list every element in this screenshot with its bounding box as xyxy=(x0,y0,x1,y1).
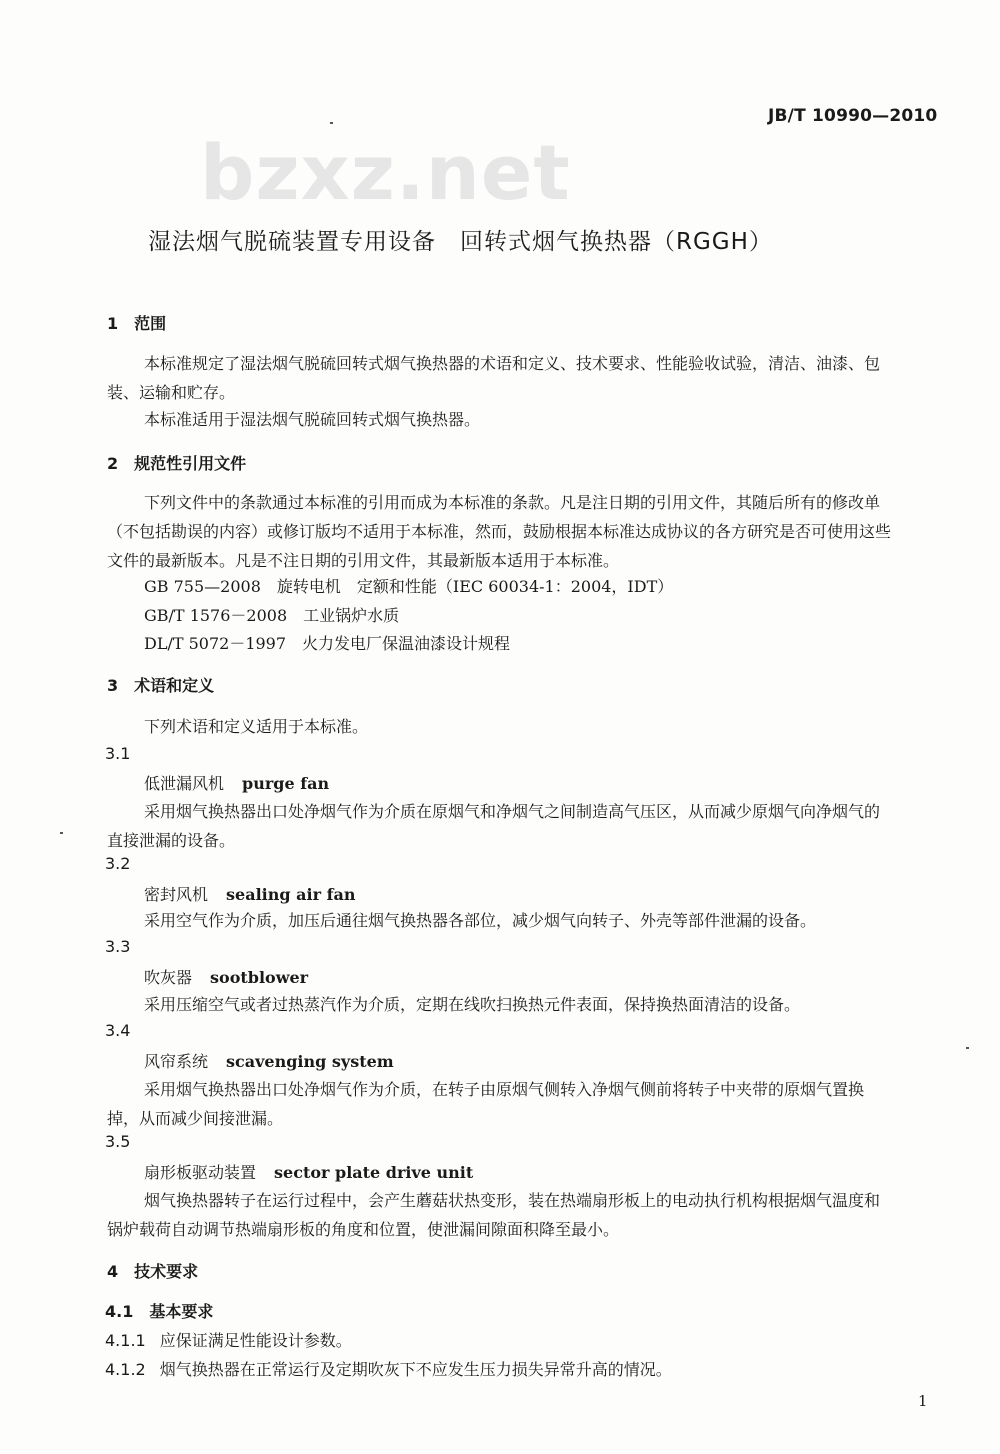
reference-code: GB 755—2008 xyxy=(144,577,261,596)
scan-speck xyxy=(60,832,63,834)
term-en: scavenging system xyxy=(226,1052,394,1071)
term-title xyxy=(144,965,308,988)
term-number: 3.3 xyxy=(105,937,131,956)
term-definition: 采用烟气换热器出口处净烟气作为介质在原烟气和净烟气之间制造高气压区，从而减少原烟气向净烟气的直接泄漏的设备。 xyxy=(107,802,881,850)
section-1-paragraph-1: 本标准规定了湿法烟气脱硫回转式烟气换热器的术语和定义、技术要求、性能验收试验，清洁、油漆、包装、运输和贮存。 xyxy=(107,354,881,402)
subsection-heading: 4.1 基本要求 xyxy=(105,1302,214,1321)
clause-number: 4.1.2 xyxy=(105,1360,146,1379)
term-definition: 烟气换热器转子在运行过程中，会产生蘑菇状热变形，装在热端扇形板上的电动执行机构根据烟气温度和锅炉载荷自动调节热端扇形板的角度和位置，使泄漏间隙面积降至最小。 xyxy=(107,1191,881,1239)
reference-name: 工业锅炉水质 xyxy=(303,606,400,625)
clause-text: 烟气换热器在正常运行及定期吹灰下不应发生压力损失异常升高的情况。 xyxy=(159,1360,672,1379)
section-1-heading: 1 范围 xyxy=(107,314,167,333)
reference-name: 旋转电机 定额和性能（IEC 60034-1：2004，IDT） xyxy=(276,577,674,596)
term-zh: 密封风机 xyxy=(144,885,209,904)
watermark: bzxz.net xyxy=(200,128,571,217)
term-en: sootblower xyxy=(210,968,309,987)
term-title xyxy=(144,771,329,794)
normative-reference xyxy=(144,603,399,626)
term-number: 3.4 xyxy=(105,1021,131,1040)
term-number: 3.2 xyxy=(105,854,131,873)
clause-item xyxy=(105,1328,352,1351)
term-title xyxy=(144,1160,473,1183)
section-4-heading: 4 技术要求 xyxy=(107,1262,199,1281)
reference-code: GB/T 1576－2008 xyxy=(144,606,288,625)
normative-reference xyxy=(144,574,673,597)
term-en: sector plate drive unit xyxy=(274,1163,474,1182)
document-title: 湿法烟气脱硫装置专用设备 回转式烟气换热器（RGGH） xyxy=(148,229,773,255)
page-number: 1 xyxy=(918,1392,928,1410)
reference-code: DL/T 5072－1997 xyxy=(144,634,287,653)
term-definition: 采用烟气换热器出口处净烟气作为介质，在转子由原烟气侧转入净烟气侧前将转子中夹带的原烟气置换掉，从而减少间接泄漏。 xyxy=(107,1080,865,1128)
term-title xyxy=(144,1049,394,1072)
term-number: 3.1 xyxy=(105,744,131,763)
term-title xyxy=(144,882,355,905)
term-en: sealing air fan xyxy=(226,885,356,904)
section-1-paragraph-2: 本标准适用于湿法烟气脱硫回转式烟气换热器。 xyxy=(144,410,481,429)
term-definition: 采用空气作为介质，加压后通往烟气换热器各部位，减少烟气向转子、外壳等部件泄漏的设备。 xyxy=(144,911,817,930)
clause-item xyxy=(105,1357,672,1380)
normative-reference xyxy=(144,631,510,654)
section-2-heading: 2 规范性引用文件 xyxy=(107,454,247,473)
term-definition: 采用压缩空气或者过热蒸汽作为介质，定期在线吹扫换热元件表面，保持换热面清洁的设备。 xyxy=(144,995,801,1014)
term-zh: 低泄漏风机 xyxy=(144,774,225,793)
scan-speck xyxy=(966,1047,969,1049)
term-zh: 扇形板驱动装置 xyxy=(144,1163,257,1182)
clause-text: 应保证满足性能设计参数。 xyxy=(159,1331,352,1350)
standard-number: JB/T 10990—2010 xyxy=(768,106,938,126)
clause-number: 4.1.1 xyxy=(105,1331,146,1350)
section-2-paragraph: 下列文件中的条款通过本标准的引用而成为本标准的条款。凡是注日期的引用文件，其随后所有的修改单（不包括勘误的内容）或修订版均不适用于本标准，然而，鼓励根据本标准达成协议的各方研究是否可使用这些文件的最新版本。凡是不注日期的引用文件，其最新版本适用于本标准。 xyxy=(107,493,892,570)
term-en: purge fan xyxy=(242,774,330,793)
reference-name: 火力发电厂保温油漆设计规程 xyxy=(302,634,511,653)
scan-speck xyxy=(330,122,333,124)
section-3-heading: 3 术语和定义 xyxy=(107,676,215,695)
term-zh: 风帘系统 xyxy=(144,1052,209,1071)
term-zh: 吹灰器 xyxy=(144,968,193,987)
section-3-intro: 下列术语和定义适用于本标准。 xyxy=(144,717,369,736)
term-number: 3.5 xyxy=(105,1132,131,1151)
